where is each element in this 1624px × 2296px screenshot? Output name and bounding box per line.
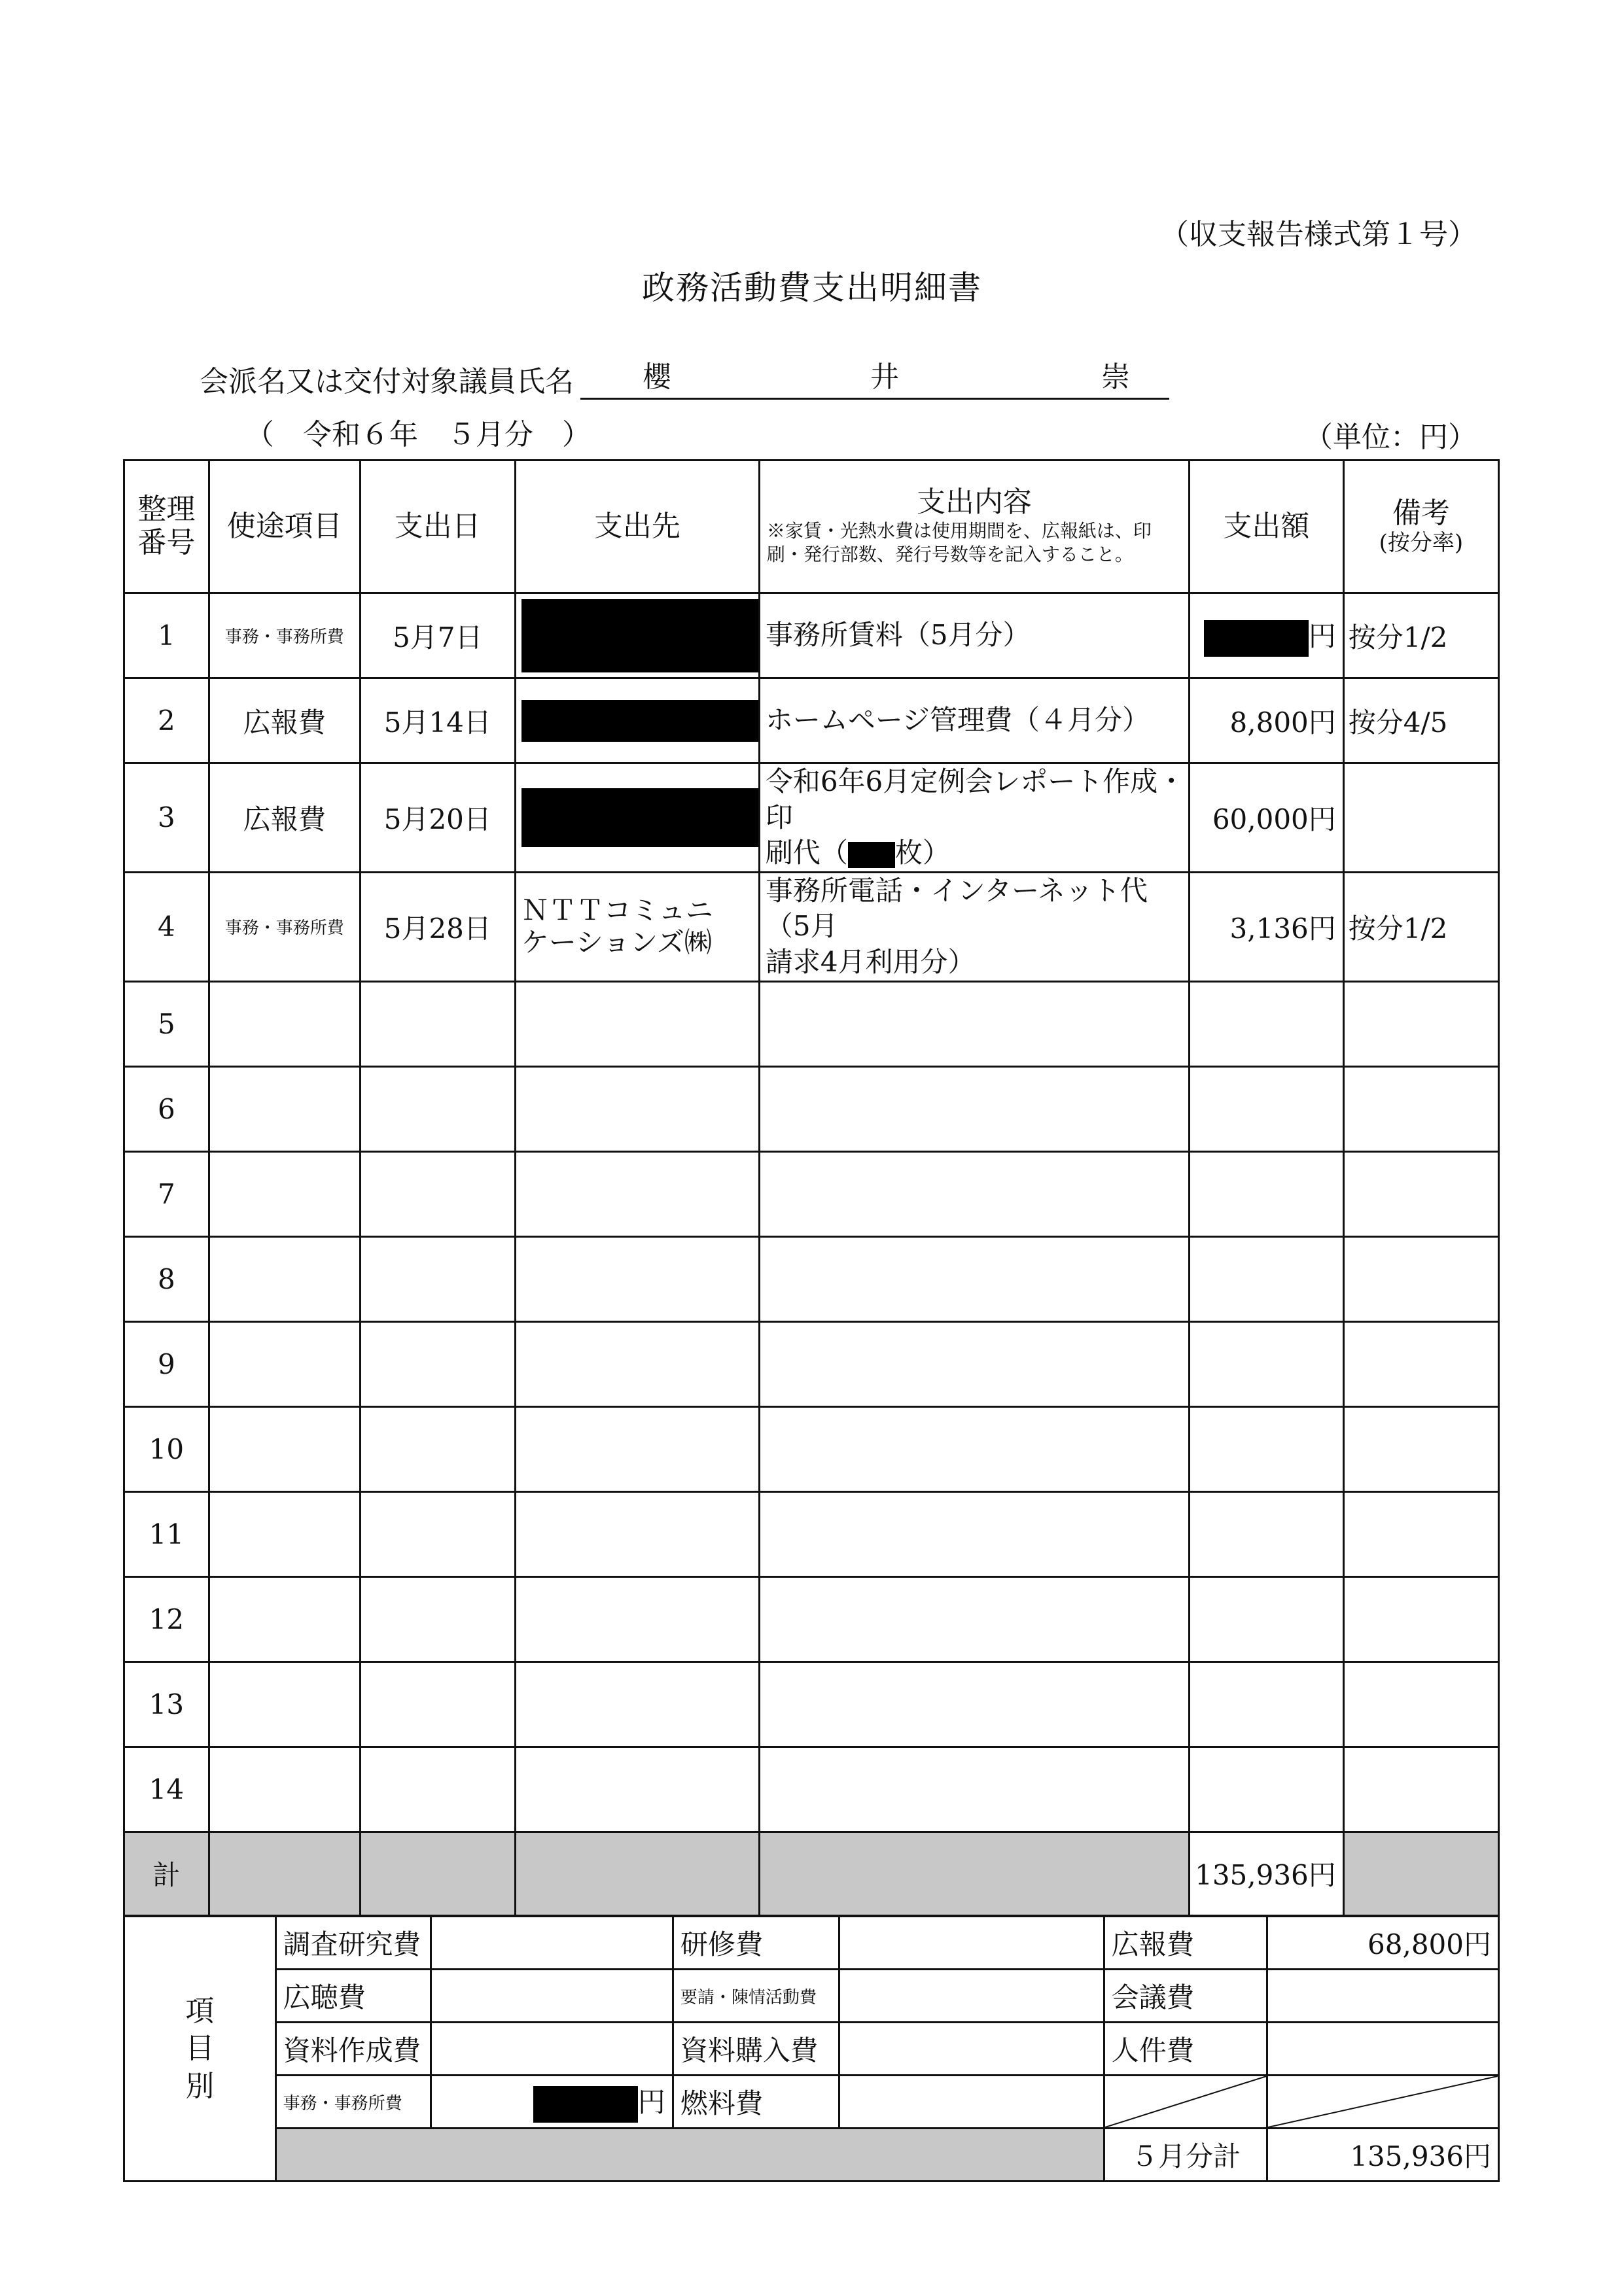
- diagonal-line: [1105, 2076, 1267, 2127]
- row-content: [759, 872, 1189, 981]
- empty-cell: [1190, 1236, 1344, 1321]
- empty-cell: [209, 1491, 360, 1576]
- row-date: 5月20日: [360, 763, 515, 873]
- member-row: [200, 353, 1169, 400]
- row-content: [759, 763, 1189, 873]
- label-personnel: 人件費: [1104, 2023, 1267, 2076]
- empty-cell: [360, 1236, 515, 1321]
- label-petition: 要請・陳情活動費: [673, 1970, 839, 2023]
- total-row: [124, 1832, 1499, 1915]
- empty-cell: [515, 1151, 759, 1236]
- value-pr: 68,800円: [1267, 1917, 1499, 1970]
- redaction-block: [848, 842, 895, 868]
- empty-cell: [1343, 981, 1498, 1066]
- row-note: 按分1/2: [1343, 593, 1498, 678]
- row-payee: [515, 678, 759, 763]
- summary-row: [124, 2076, 1499, 2129]
- empty-cell: [209, 981, 360, 1066]
- header-amount: 支出額: [1190, 461, 1344, 593]
- empty-cell: [515, 1236, 759, 1321]
- header-content-title: 支出内容: [916, 485, 1032, 519]
- header-no: 整理番号: [124, 461, 209, 593]
- empty-cell: [759, 1491, 1189, 1576]
- redaction-block: [521, 599, 758, 672]
- category-summary-table: [123, 1915, 1500, 2182]
- row-payee: [515, 593, 759, 678]
- table-row: [124, 1661, 1499, 1747]
- diagonal-cell: [1104, 2076, 1267, 2129]
- member-name-part-2: 井: [870, 360, 899, 394]
- table-row: [124, 1576, 1499, 1661]
- value-office: [431, 2076, 673, 2129]
- row-no: 2: [124, 678, 209, 763]
- form-number: （収支報告様式第１号）: [1160, 218, 1477, 251]
- gray-cell: [1343, 1832, 1498, 1915]
- table-row: [124, 1321, 1499, 1406]
- row-date: 5月14日: [360, 678, 515, 763]
- empty-cell: [360, 1066, 515, 1151]
- empty-cell: [759, 1661, 1189, 1747]
- empty-cell: [1190, 1151, 1344, 1236]
- row-content-part-1: 刷代（: [765, 837, 848, 869]
- redaction-block: [1204, 620, 1309, 657]
- redaction-block: [533, 2086, 638, 2123]
- row-payee-line-2: ケーションズ㈱: [521, 926, 712, 958]
- label-training: 研修費: [673, 1917, 839, 1970]
- row-no: 8: [124, 1236, 209, 1321]
- row-no: 5: [124, 981, 209, 1066]
- value-research: [431, 1917, 673, 1970]
- member-name-part-1: 櫻: [643, 360, 671, 394]
- row-note: [1343, 763, 1498, 873]
- empty-cell: [360, 1491, 515, 1576]
- empty-cell: [360, 1576, 515, 1661]
- label-research: 調査研究費: [275, 1917, 431, 1970]
- row-date: 5月7日: [360, 593, 515, 678]
- header-use: 使途項目: [209, 461, 360, 593]
- empty-cell: [515, 1747, 759, 1832]
- value-petition: [839, 1970, 1104, 2023]
- label-hearing: 広聴費: [275, 1970, 431, 2023]
- header-content: [759, 461, 1189, 593]
- diagonal-cell: [1267, 2076, 1499, 2129]
- gray-cell: [759, 1832, 1189, 1915]
- value-meeting: [1267, 1970, 1499, 2023]
- header-date: 支出日: [360, 461, 515, 593]
- empty-cell: [515, 1491, 759, 1576]
- summary-row: [124, 1970, 1499, 2023]
- empty-cell: [1190, 1747, 1344, 1832]
- row-content: ホームページ管理費（４月分）: [759, 678, 1189, 763]
- table-row: [124, 678, 1499, 763]
- empty-cell: [759, 1236, 1189, 1321]
- gray-cell: [209, 1832, 360, 1915]
- document-title: 政務活動費支出明細書: [642, 269, 982, 307]
- period: （ 令和６年 ５月分 ）: [245, 418, 591, 451]
- header-note-title: 備考: [1392, 496, 1450, 531]
- empty-cell: [1190, 1406, 1344, 1491]
- gray-cell: [360, 1832, 515, 1915]
- empty-cell: [360, 1661, 515, 1747]
- row-no: 14: [124, 1747, 209, 1832]
- row-no: 9: [124, 1321, 209, 1406]
- member-name-part-3: 崇: [1101, 360, 1130, 394]
- total-amount: 135,936円: [1190, 1832, 1344, 1915]
- empty-cell: [209, 1661, 360, 1747]
- diagonal-line: [1268, 2076, 1498, 2127]
- redaction-block: [521, 700, 758, 742]
- label-fuel: 燃料費: [673, 2076, 839, 2129]
- unit-label: （単位：円）: [1304, 421, 1477, 454]
- empty-cell: [1190, 1066, 1344, 1151]
- row-content: 事務所賃料（5月分）: [759, 593, 1189, 678]
- row-amount: [1190, 593, 1344, 678]
- row-amount: 3,136円: [1190, 872, 1344, 981]
- empty-cell: [209, 1236, 360, 1321]
- summary-row: [124, 1917, 1499, 1970]
- label-materials-make: 資料作成費: [275, 2023, 431, 2076]
- empty-cell: [360, 981, 515, 1066]
- empty-cell: [515, 1321, 759, 1406]
- row-no: 1: [124, 593, 209, 678]
- empty-cell: [1343, 1151, 1498, 1236]
- empty-cell: [1343, 1661, 1498, 1747]
- row-no: 4: [124, 872, 209, 981]
- empty-cell: [209, 1321, 360, 1406]
- redaction-block: [521, 788, 758, 847]
- table-row: [124, 1066, 1499, 1151]
- member-name: [580, 353, 1169, 400]
- table-row: [124, 1406, 1499, 1491]
- row-no: 12: [124, 1576, 209, 1661]
- row-use: 事務・事務所費: [209, 593, 360, 678]
- empty-cell: [1190, 981, 1344, 1066]
- table-row: [124, 763, 1499, 873]
- table-row: [124, 1236, 1499, 1321]
- row-no: 6: [124, 1066, 209, 1151]
- row-no: 10: [124, 1406, 209, 1491]
- header-content-note: ※家賃・光熱水費は使用期間を、広報紙は、印刷・発行部数、発行号数等を記入すること。: [766, 519, 1152, 566]
- empty-cell: [1343, 1576, 1498, 1661]
- row-amount: 60,000円: [1190, 763, 1344, 873]
- empty-cell: [360, 1406, 515, 1491]
- summary-row: [124, 2129, 1499, 2182]
- empty-cell: [759, 1066, 1189, 1151]
- row-no: 7: [124, 1151, 209, 1236]
- row-content-line-2: [766, 835, 1188, 871]
- table-row: [124, 981, 1499, 1066]
- header-note-sub: (按分率): [1379, 529, 1464, 556]
- value-personnel: [1267, 2023, 1499, 2076]
- table-header-row: [124, 461, 1499, 593]
- empty-cell: [759, 1747, 1189, 1832]
- empty-cell: [1190, 1491, 1344, 1576]
- table-row: [124, 1747, 1499, 1832]
- empty-cell: [1343, 1491, 1498, 1576]
- empty-cell: [515, 1406, 759, 1491]
- empty-cell: [1190, 1321, 1344, 1406]
- row-note: 按分4/5: [1343, 678, 1498, 763]
- empty-cell: [759, 1576, 1189, 1661]
- row-content-line-1: 事務所電話・インターネット代（5月: [765, 874, 1148, 943]
- gray-cell: [515, 1832, 759, 1915]
- month-total-amount: 135,936円: [1267, 2129, 1499, 2182]
- empty-cell: [360, 1321, 515, 1406]
- empty-cell: [1343, 1321, 1498, 1406]
- empty-cell: [1190, 1576, 1344, 1661]
- empty-cell: [759, 981, 1189, 1066]
- empty-cell: [209, 1576, 360, 1661]
- row-amount: 8,800円: [1190, 678, 1344, 763]
- empty-cell: [360, 1747, 515, 1832]
- empty-cell: [209, 1406, 360, 1491]
- label-materials-buy: 資料購入費: [673, 2023, 839, 2076]
- empty-cell: [1190, 1661, 1344, 1747]
- empty-cell: [515, 1661, 759, 1747]
- empty-cell: [1343, 1747, 1498, 1832]
- value-materials-make: [431, 2023, 673, 2076]
- empty-cell: [209, 1151, 360, 1236]
- value-hearing: [431, 1970, 673, 2023]
- label-meeting: 会議費: [1104, 1970, 1267, 2023]
- row-use: 広報費: [209, 678, 360, 763]
- empty-cell: [515, 981, 759, 1066]
- empty-cell: [209, 1066, 360, 1151]
- header-note: [1343, 461, 1498, 593]
- empty-cell: [515, 1576, 759, 1661]
- empty-cell: [515, 1066, 759, 1151]
- month-total-label: ５月分計: [1104, 2129, 1267, 2182]
- empty-cell: [360, 1151, 515, 1236]
- row-note: 按分1/2: [1343, 872, 1498, 981]
- empty-cell: [759, 1406, 1189, 1491]
- label-pr: 広報費: [1104, 1917, 1267, 1970]
- empty-cell: [1343, 1236, 1498, 1321]
- table-row: [124, 1491, 1499, 1576]
- row-no: 13: [124, 1661, 209, 1747]
- empty-cell: [759, 1151, 1189, 1236]
- empty-cell: [1343, 1406, 1498, 1491]
- expense-table: [123, 459, 1500, 1917]
- table-row: [124, 593, 1499, 678]
- value-office-unit: 円: [637, 2086, 665, 2118]
- table-row: [124, 1151, 1499, 1236]
- row-date: 5月28日: [360, 872, 515, 981]
- gray-cell: [275, 2129, 1104, 2182]
- empty-cell: [1343, 1066, 1498, 1151]
- member-label: 会派名又は交付対象議員氏名: [200, 365, 574, 398]
- header-payee: 支出先: [515, 461, 759, 593]
- empty-cell: [759, 1321, 1189, 1406]
- row-content-part-2: 枚）: [894, 837, 950, 869]
- row-no: 11: [124, 1491, 209, 1576]
- summary-row: [124, 2023, 1499, 2076]
- total-label: 計: [124, 1832, 209, 1915]
- row-use: 広報費: [209, 763, 360, 873]
- empty-cell: [209, 1747, 360, 1832]
- row-content-line-2: 請求4月利用分）: [765, 945, 976, 978]
- value-training: [839, 1917, 1104, 1970]
- row-payee: [515, 763, 759, 873]
- row-amount-unit: 円: [1308, 619, 1336, 652]
- row-payee: [515, 872, 759, 981]
- label-office: 事務・事務所費: [275, 2076, 431, 2129]
- row-use: 事務・事務所費: [209, 872, 360, 981]
- value-materials-buy: [839, 2023, 1104, 2076]
- row-payee-line-1: ＮＴＴコミュニ: [521, 894, 713, 927]
- row-content-line-1: 令和6年6月定例会レポート作成・印: [765, 765, 1186, 833]
- row-no: 3: [124, 763, 209, 873]
- value-fuel: [839, 2076, 1104, 2129]
- category-label-text: 項目別: [185, 1994, 215, 2103]
- category-label: [124, 1917, 276, 2182]
- table-row: [124, 872, 1499, 981]
